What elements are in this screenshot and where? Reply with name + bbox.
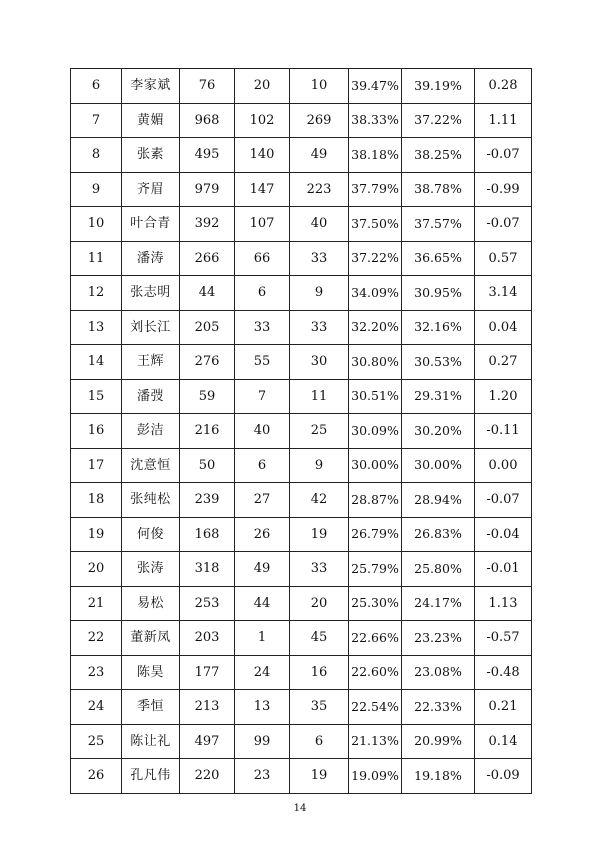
rank-cell: 14 <box>71 345 122 380</box>
diff-cell: -0.07 <box>475 483 532 518</box>
rate-2-cell: 30.53% <box>402 345 475 380</box>
rate-2-cell: 25.80% <box>402 552 475 587</box>
rate-1-cell: 26.79% <box>349 517 402 552</box>
count-2-cell: 27 <box>235 483 290 518</box>
rank-cell: 20 <box>71 552 122 587</box>
diff-cell: -0.07 <box>475 138 532 173</box>
count-1-cell: 979 <box>180 172 235 207</box>
count-3-cell: 6 <box>290 724 349 759</box>
count-1-cell: 239 <box>180 483 235 518</box>
count-2-cell: 102 <box>235 103 290 138</box>
count-3-cell: 33 <box>290 310 349 345</box>
diff-cell: -0.01 <box>475 552 532 587</box>
rate-1-cell: 28.87% <box>349 483 402 518</box>
diff-cell: -0.57 <box>475 621 532 656</box>
diff-cell: 0.57 <box>475 241 532 276</box>
name-cell: 黄媚 <box>122 103 180 138</box>
rate-2-cell: 37.57% <box>402 207 475 242</box>
count-2-cell: 24 <box>235 655 290 690</box>
count-2-cell: 26 <box>235 517 290 552</box>
rank-cell: 7 <box>71 103 122 138</box>
count-1-cell: 495 <box>180 138 235 173</box>
name-cell: 李家斌 <box>122 69 180 104</box>
name-cell: 季恒 <box>122 690 180 725</box>
rank-cell: 23 <box>71 655 122 690</box>
rate-2-cell: 37.22% <box>402 103 475 138</box>
name-cell: 孔凡伟 <box>122 759 180 794</box>
table-row <box>71 724 532 759</box>
rate-2-cell: 28.94% <box>402 483 475 518</box>
count-2-cell: 6 <box>235 276 290 311</box>
count-1-cell: 44 <box>180 276 235 311</box>
name-cell: 陈昊 <box>122 655 180 690</box>
count-2-cell: 1 <box>235 621 290 656</box>
diff-cell: 0.00 <box>475 448 532 483</box>
rate-2-cell: 32.16% <box>402 310 475 345</box>
name-cell: 张素 <box>122 138 180 173</box>
count-2-cell: 99 <box>235 724 290 759</box>
rank-cell: 16 <box>71 414 122 449</box>
count-2-cell: 66 <box>235 241 290 276</box>
diff-cell: -0.09 <box>475 759 532 794</box>
rate-1-cell: 38.18% <box>349 138 402 173</box>
table-row <box>71 138 532 173</box>
rate-2-cell: 23.08% <box>402 655 475 690</box>
diff-cell: -0.04 <box>475 517 532 552</box>
table-row <box>71 517 532 552</box>
count-3-cell: 35 <box>290 690 349 725</box>
count-3-cell: 45 <box>290 621 349 656</box>
rank-cell: 19 <box>71 517 122 552</box>
name-cell: 潘弢 <box>122 379 180 414</box>
name-cell: 潘涛 <box>122 241 180 276</box>
table-row <box>71 448 532 483</box>
table-row <box>71 586 532 621</box>
rate-2-cell: 36.65% <box>402 241 475 276</box>
diff-cell: 1.11 <box>475 103 532 138</box>
count-1-cell: 177 <box>180 655 235 690</box>
rate-1-cell: 19.09% <box>349 759 402 794</box>
count-1-cell: 392 <box>180 207 235 242</box>
diff-cell: -0.11 <box>475 414 532 449</box>
table-row <box>71 552 532 587</box>
rate-1-cell: 37.79% <box>349 172 402 207</box>
rate-1-cell: 22.66% <box>349 621 402 656</box>
table-row <box>71 310 532 345</box>
count-2-cell: 147 <box>235 172 290 207</box>
count-2-cell: 20 <box>235 69 290 104</box>
name-cell: 叶合青 <box>122 207 180 242</box>
rate-1-cell: 22.54% <box>349 690 402 725</box>
rate-1-cell: 21.13% <box>349 724 402 759</box>
rank-cell: 17 <box>71 448 122 483</box>
table-row <box>71 103 532 138</box>
table-row <box>71 345 532 380</box>
rate-1-cell: 38.33% <box>349 103 402 138</box>
name-cell: 张志明 <box>122 276 180 311</box>
diff-cell: 0.14 <box>475 724 532 759</box>
ranking-table <box>70 68 532 794</box>
rate-1-cell: 34.09% <box>349 276 402 311</box>
name-cell: 齐眉 <box>122 172 180 207</box>
count-2-cell: 6 <box>235 448 290 483</box>
table-row <box>71 276 532 311</box>
name-cell: 彭洁 <box>122 414 180 449</box>
diff-cell: -0.48 <box>475 655 532 690</box>
name-cell: 何俊 <box>122 517 180 552</box>
table-row <box>71 759 532 794</box>
rank-cell: 25 <box>71 724 122 759</box>
rank-cell: 24 <box>71 690 122 725</box>
diff-cell: 0.04 <box>475 310 532 345</box>
rank-cell: 26 <box>71 759 122 794</box>
name-cell: 张涛 <box>122 552 180 587</box>
count-2-cell: 33 <box>235 310 290 345</box>
rate-1-cell: 37.22% <box>349 241 402 276</box>
count-1-cell: 497 <box>180 724 235 759</box>
count-2-cell: 107 <box>235 207 290 242</box>
rank-cell: 15 <box>71 379 122 414</box>
count-2-cell: 140 <box>235 138 290 173</box>
rate-1-cell: 25.30% <box>349 586 402 621</box>
count-2-cell: 13 <box>235 690 290 725</box>
count-3-cell: 40 <box>290 207 349 242</box>
count-2-cell: 23 <box>235 759 290 794</box>
rate-2-cell: 38.78% <box>402 172 475 207</box>
rank-cell: 8 <box>71 138 122 173</box>
table-row <box>71 414 532 449</box>
count-3-cell: 9 <box>290 276 349 311</box>
diff-cell: 3.14 <box>475 276 532 311</box>
name-cell: 王辉 <box>122 345 180 380</box>
rate-2-cell: 23.23% <box>402 621 475 656</box>
count-1-cell: 205 <box>180 310 235 345</box>
rate-2-cell: 24.17% <box>402 586 475 621</box>
count-3-cell: 33 <box>290 241 349 276</box>
rate-1-cell: 37.50% <box>349 207 402 242</box>
diff-cell: 0.27 <box>475 345 532 380</box>
rate-2-cell: 30.00% <box>402 448 475 483</box>
count-3-cell: 30 <box>290 345 349 380</box>
count-1-cell: 318 <box>180 552 235 587</box>
count-1-cell: 216 <box>180 414 235 449</box>
rate-1-cell: 30.80% <box>349 345 402 380</box>
diff-cell: 0.21 <box>475 690 532 725</box>
rank-cell: 6 <box>71 69 122 104</box>
count-2-cell: 55 <box>235 345 290 380</box>
table-row <box>71 207 532 242</box>
count-1-cell: 276 <box>180 345 235 380</box>
table-row <box>71 172 532 207</box>
rank-cell: 22 <box>71 621 122 656</box>
diff-cell: -0.99 <box>475 172 532 207</box>
count-3-cell: 33 <box>290 552 349 587</box>
rank-cell: 13 <box>71 310 122 345</box>
rate-1-cell: 30.00% <box>349 448 402 483</box>
count-3-cell: 25 <box>290 414 349 449</box>
count-2-cell: 49 <box>235 552 290 587</box>
table-row <box>71 379 532 414</box>
rate-2-cell: 29.31% <box>402 379 475 414</box>
page-number: 14 <box>293 803 307 814</box>
count-3-cell: 16 <box>290 655 349 690</box>
count-3-cell: 49 <box>290 138 349 173</box>
rank-cell: 18 <box>71 483 122 518</box>
table-row <box>71 621 532 656</box>
name-cell: 陈让礼 <box>122 724 180 759</box>
diff-cell: 1.13 <box>475 586 532 621</box>
count-1-cell: 203 <box>180 621 235 656</box>
name-cell: 张纯松 <box>122 483 180 518</box>
count-3-cell: 269 <box>290 103 349 138</box>
count-2-cell: 7 <box>235 379 290 414</box>
name-cell: 刘长江 <box>122 310 180 345</box>
count-1-cell: 968 <box>180 103 235 138</box>
rate-1-cell: 22.60% <box>349 655 402 690</box>
table-body <box>71 69 532 794</box>
rank-cell: 9 <box>71 172 122 207</box>
table-row <box>71 690 532 725</box>
rate-1-cell: 39.47% <box>349 69 402 104</box>
count-1-cell: 59 <box>180 379 235 414</box>
rate-2-cell: 22.33% <box>402 690 475 725</box>
count-1-cell: 266 <box>180 241 235 276</box>
count-3-cell: 20 <box>290 586 349 621</box>
rate-2-cell: 30.95% <box>402 276 475 311</box>
count-3-cell: 42 <box>290 483 349 518</box>
count-1-cell: 168 <box>180 517 235 552</box>
table-row <box>71 483 532 518</box>
rank-cell: 12 <box>71 276 122 311</box>
count-2-cell: 44 <box>235 586 290 621</box>
rate-2-cell: 39.19% <box>402 69 475 104</box>
table-row <box>71 241 532 276</box>
rate-2-cell: 19.18% <box>402 759 475 794</box>
count-3-cell: 10 <box>290 69 349 104</box>
rank-cell: 11 <box>71 241 122 276</box>
count-1-cell: 50 <box>180 448 235 483</box>
count-1-cell: 213 <box>180 690 235 725</box>
count-3-cell: 19 <box>290 517 349 552</box>
count-1-cell: 220 <box>180 759 235 794</box>
diff-cell: 1.20 <box>475 379 532 414</box>
rank-cell: 21 <box>71 586 122 621</box>
name-cell: 易松 <box>122 586 180 621</box>
rate-2-cell: 38.25% <box>402 138 475 173</box>
name-cell: 董新凤 <box>122 621 180 656</box>
rate-2-cell: 26.83% <box>402 517 475 552</box>
rate-1-cell: 30.51% <box>349 379 402 414</box>
count-1-cell: 76 <box>180 69 235 104</box>
name-cell: 沈意恒 <box>122 448 180 483</box>
count-3-cell: 223 <box>290 172 349 207</box>
diff-cell: 0.28 <box>475 69 532 104</box>
rate-1-cell: 25.79% <box>349 552 402 587</box>
count-3-cell: 9 <box>290 448 349 483</box>
diff-cell: -0.07 <box>475 207 532 242</box>
rate-1-cell: 32.20% <box>349 310 402 345</box>
count-2-cell: 40 <box>235 414 290 449</box>
count-1-cell: 253 <box>180 586 235 621</box>
count-3-cell: 19 <box>290 759 349 794</box>
rate-2-cell: 20.99% <box>402 724 475 759</box>
table-row <box>71 69 532 104</box>
table-row <box>71 655 532 690</box>
rate-2-cell: 30.20% <box>402 414 475 449</box>
rank-cell: 10 <box>71 207 122 242</box>
count-3-cell: 11 <box>290 379 349 414</box>
rate-1-cell: 30.09% <box>349 414 402 449</box>
